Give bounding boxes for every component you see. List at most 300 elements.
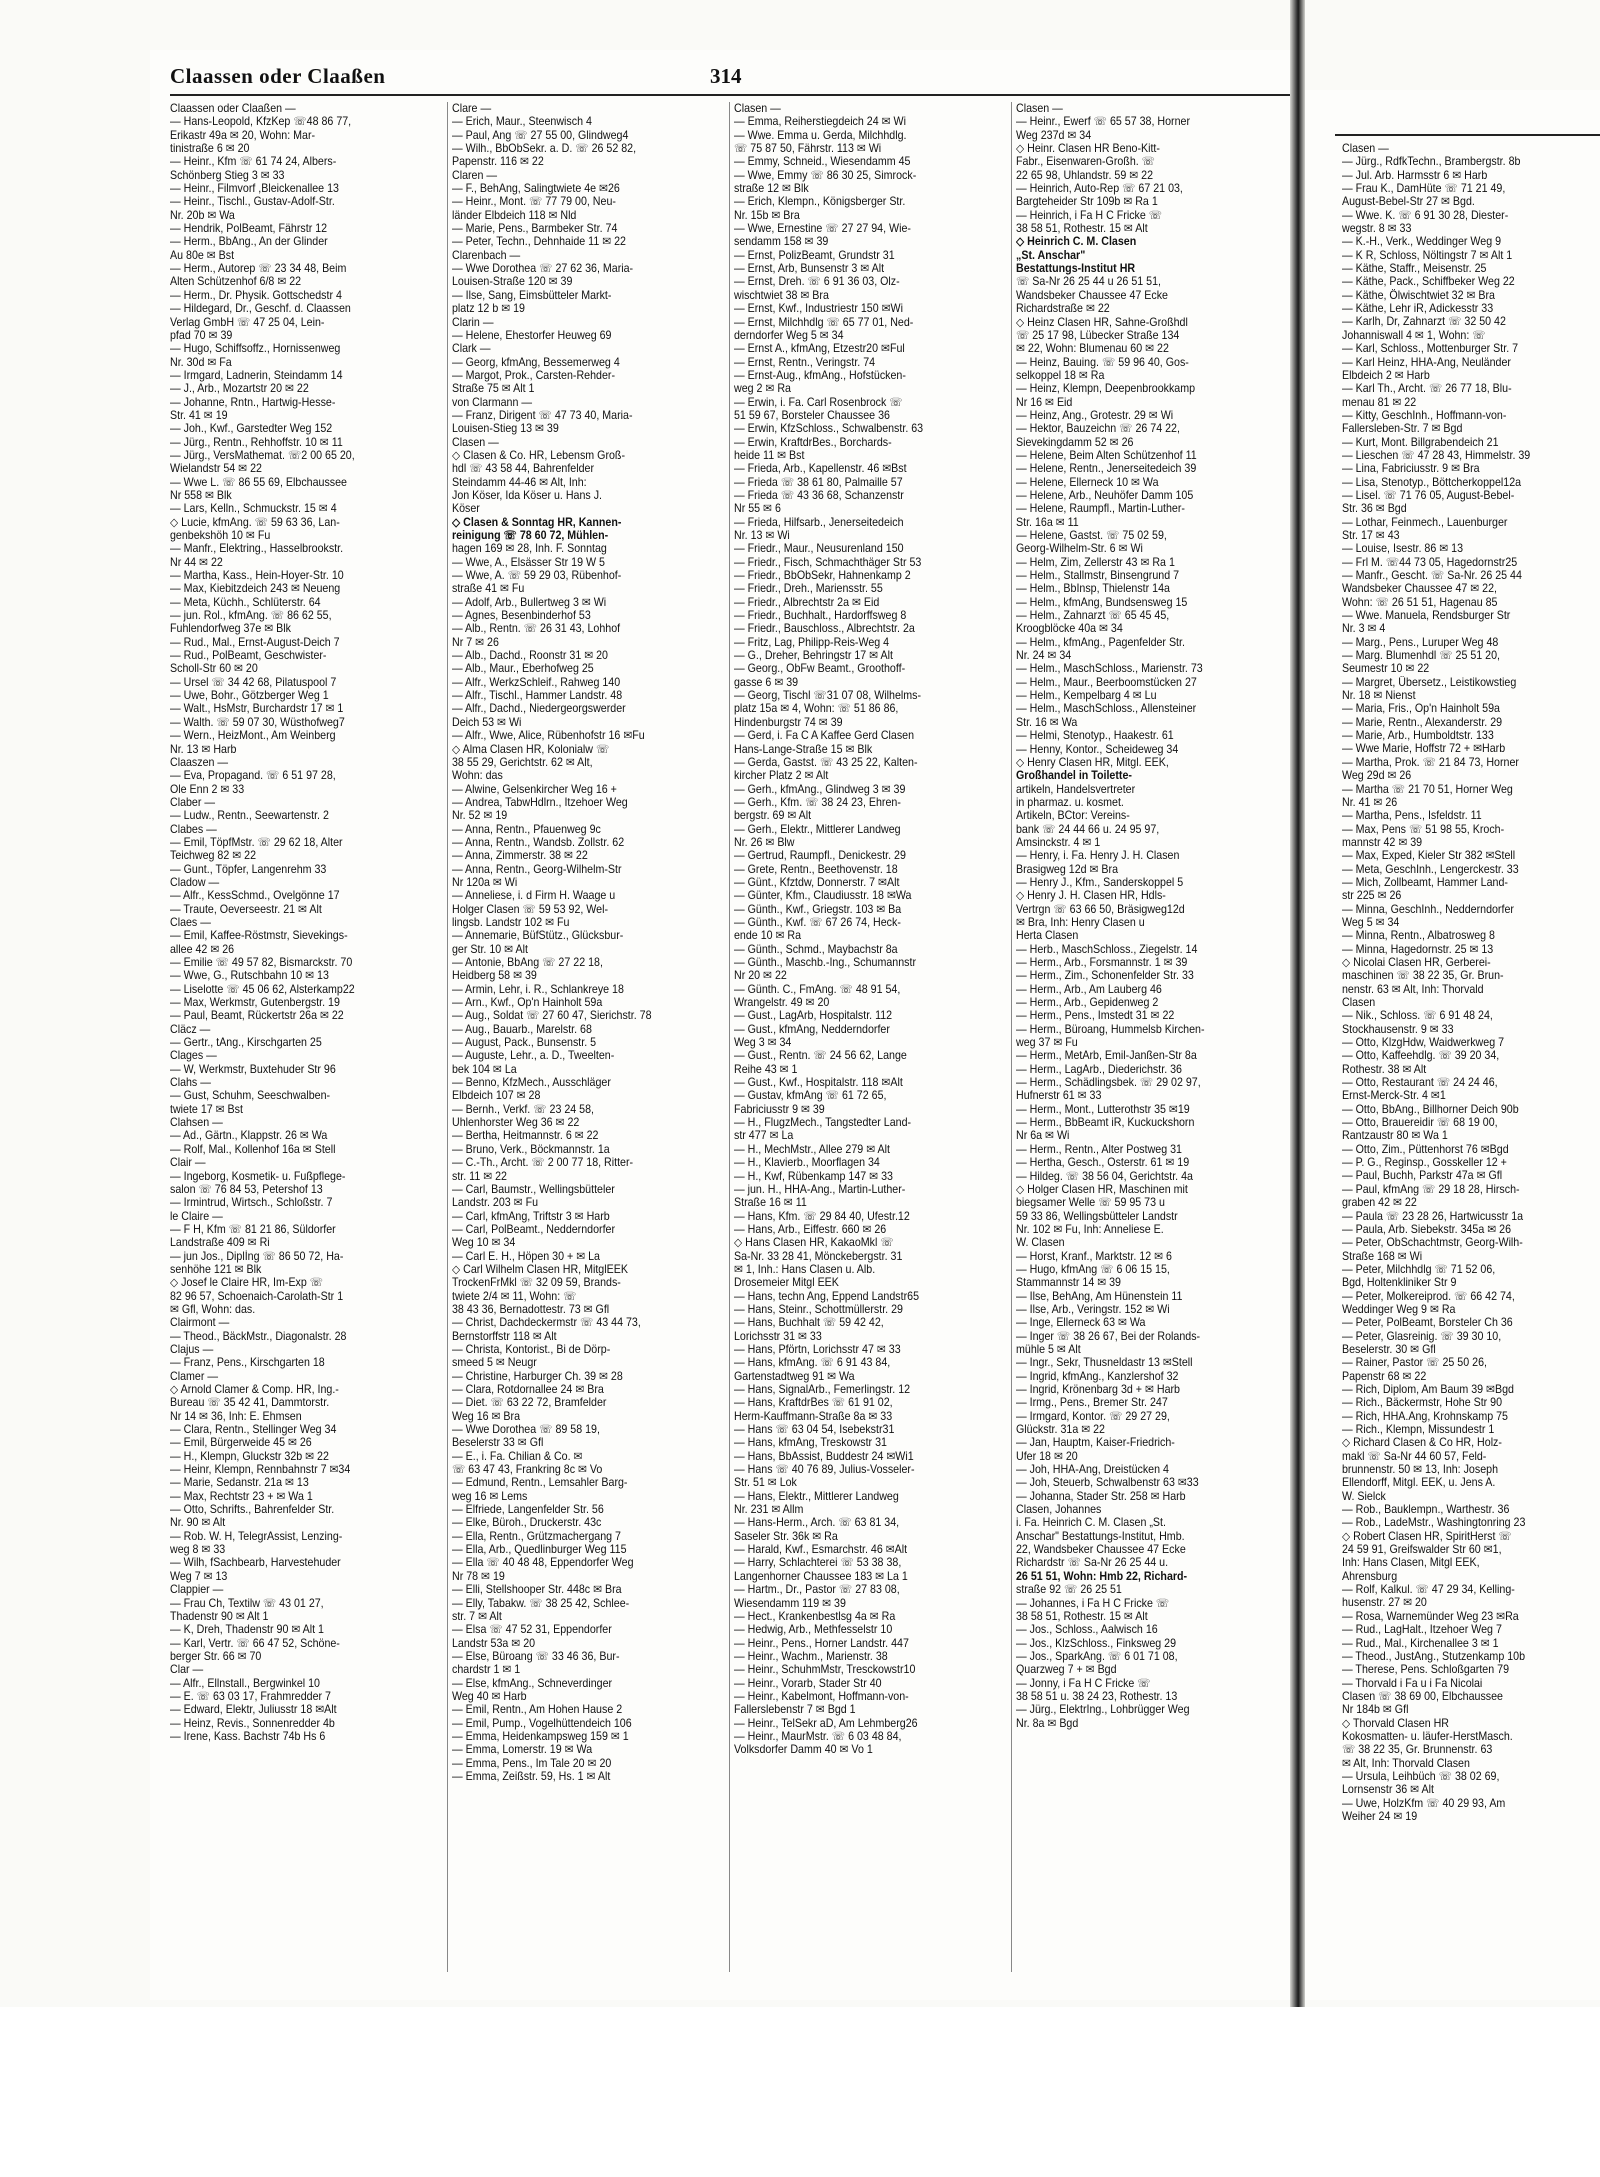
directory-entry-line: — Anneliese, i. d Firm H. Waage u [452,889,616,903]
directory-entry-line: — Arn., Kwf., Op'n Hainholt 59a [452,996,603,1010]
directory-entry-line: — Helene, Beim Alten Schützenhof 11 [1016,448,1197,462]
directory-entry-line: Ole Enn 2 ✉ 33 [170,782,245,796]
directory-entry-line: — Gustav, kfmAng ☏ 61 72 65, [734,1089,887,1103]
directory-entry-line: Landstr. 203 ✉ Fu [452,1196,539,1210]
directory-entry-line: — Heinr., Filmvorf ,Bleickenallee 13 [170,182,339,196]
directory-entry-line: kircher Platz 2 ✉ Alt [734,769,829,783]
directory-entry-line: — Henny, Kontor., Scheideweg 34 [1016,742,1179,756]
directory-entry-line: — Mich, Zollbeamt, Hammer Land- [1342,875,1508,889]
directory-entry-line: Nr 44 ✉ 22 [170,555,223,569]
directory-entry-line: — Günth., Kwf., Griegstr. 103 ✉ Ba [734,902,902,916]
directory-column-4 [1016,102,1290,1972]
directory-entry-line: Str. 16 ✉ Wa [1016,715,1078,729]
directory-entry-line: ◇ Lucie, kfmAng. ☏ 59 63 36, Lan- [170,515,340,529]
directory-entry-line: twiete 17 ✉ Bst [170,1102,243,1116]
directory-entry-line: Clasen [1342,996,1376,1009]
directory-entry-line: — Hans, Steinr., Schottmüllerstr. 29 [734,1302,903,1316]
directory-entry-line: — Rob., Bauklempn., Warthestr. 36 [1342,1503,1510,1517]
directory-entry-line: — Friedr., Bauschloss., Albrechtstr. 2a [734,622,915,636]
directory-entry-line: — Helm., kfmAng, Bundsensweg 15 [1016,595,1188,609]
directory-entry-line: — Jos., KlzSchloss., Finksweg 29 [1016,1636,1177,1650]
directory-entry-line: Nr. 3 ✉ 4 [1342,622,1386,636]
directory-entry-line: — Inger ☏ 38 26 67, Bei der Rolands- [1016,1329,1201,1343]
right-directory-page [1305,90,1600,2000]
directory-entry-line: — Joh, Steuerb, Schwalbenstr 63 ✉33 [1016,1476,1199,1490]
directory-entry-line: — K R, Schloss, Nöltingstr 7 ✉ Alt 1 [1342,248,1513,262]
directory-entry-line: Wandsbeker Chaussee 47 Ecke [1016,288,1168,302]
directory-entry-line: — Rich., Klempn, Missundestr 1 [1342,1423,1495,1436]
directory-entry-line: Claaszen — [170,755,229,769]
directory-entry-line: Richardstr ☏ Sa-Nr 26 25 44 u. [1016,1556,1169,1570]
directory-entry-line: — jun. Rol., kfmAng. ☏ 86 62 55, [170,609,332,623]
directory-entry-line: — Irmg., Pens., Bremer Str. 247 [1016,1396,1168,1410]
directory-entry-line: weg 8 ✉ 33 [170,1543,226,1557]
directory-entry-line: — Emil, Bürgerweide 45 ✉ 26 [170,1436,312,1450]
directory-entry-line: Herta Clasen [1016,929,1079,943]
directory-entry-line: — Georg., ObFw Beamt., Groothoff- [734,662,906,676]
directory-entry-line: Bestattungs-Institut HR [1016,262,1136,276]
directory-entry-line: — Erich, Klempn., Königsberger Str. [734,195,906,209]
directory-entry-line: — Johanna, Stader Str. 258 ✉ Harb [1016,1489,1186,1503]
directory-entry-line: — Rich, Diplom, Am Baum 39 ✉Bgd [1342,1382,1514,1396]
directory-entry-line: Nr 7 ✉ 26 [452,635,499,649]
directory-entry-line: — Hans, SignalArb., Femerlingstr. 12 [734,1383,911,1396]
directory-entry-line: senhöhe 121 ✉ Blk [170,1262,262,1276]
directory-entry-line: Steindamm 44-46 ✉ Alt, Inh: [452,475,587,489]
directory-entry-line: Weg 29d ✉ 26 [1342,769,1412,783]
directory-entry-line: — Martha ☏ 21 70 51, Horner Weg [1342,782,1513,796]
page-title: Claassen oder Claaßen [170,64,386,88]
directory-entry-line: — Hildegard, Dr., Geschf. d. Claassen [170,302,351,316]
directory-entry-line: — Ingr., Sekr, Thusneldastr 13 ✉Stell [1016,1356,1193,1370]
directory-entry-line: Nr. 102 ✉ Fu, Inh: Anneliese E. [1016,1222,1164,1236]
directory-entry-line: — Rich, HHA.Ang, Krohnskamp 75 [1342,1409,1509,1423]
column-divider [729,102,730,1972]
directory-entry-line: — Hans, Arb., Eiffestr. 660 ✉ 26 [734,1222,887,1236]
header-rule [170,94,1290,96]
directory-entry-line: — Margot, Prok., Carsten-Rehder- [452,368,616,382]
directory-entry-line: biegsamer Welle ☏ 59 95 73 u [1016,1196,1165,1210]
directory-entry-line: Herm-Kauffmann-Straße 8a ✉ 33 [734,1409,893,1423]
directory-entry-line: — Thorvald i Fa u i Fa Nicolai [1342,1676,1483,1690]
directory-entry-line: — Marie, Pens., Barmbeker Str. 74 [452,222,618,236]
directory-entry-line: — Käthe, Lehr iR, Adickesstr 33 [1342,302,1494,316]
directory-entry-line: — Minna, GeschInh., Nedderndorfer [1342,902,1514,916]
directory-entry-line: — H., FlugzMech., Tangstedter Land- [734,1116,912,1130]
directory-entry-line: Wandsbeker Chaussee 47 ✉ 22, [1342,582,1498,596]
directory-entry-line: — Otto, Brauereidir ☏ 68 19 00, [1342,1116,1498,1130]
directory-entry-line: Clair — [170,1156,206,1170]
directory-entry-line: str. 7 ✉ Alt [452,1609,502,1623]
directory-entry-line: — Käthe, Staffr., Meisenstr. 25 [1342,262,1487,276]
directory-entry-line: — Ella, Rentn., Grützmachergang 7 [452,1529,621,1543]
directory-entry-line: — Wern., HeizMont., Am Weinberg [170,729,336,743]
directory-entry-line: — Marie, Sedanstr. 21a ✉ 13 [170,1476,309,1490]
directory-entry-line: — Hans, Pförtn, Lorichsstr 47 ✉ 33 [734,1342,901,1356]
directory-entry-line: August-Bebel-Str 27 ✉ Bgd. [1342,195,1475,209]
directory-entry-line: — Paul, Ang ☏ 27 55 00, Glindweg4 [452,128,629,142]
directory-entry-line: Clasen ☏ 38 69 00, Elbchaussee [1342,1689,1503,1703]
directory-entry-line: Bureau ☏ 35 42 41, Dammtorstr. [170,1396,330,1410]
directory-entry-line: artikeln, Handelsvertreter [1016,782,1136,796]
directory-entry-line: — Max, Exped, Kieler Str 382 ✉Stell [1342,849,1516,863]
directory-entry-line: Str. 51 ✉ Lok [734,1476,797,1490]
directory-entry-line: — Peter, Molkereiprod. ☏ 66 42 74, [1342,1289,1515,1303]
directory-entry-line: ger Str. 10 ✉ Alt [452,942,528,956]
directory-entry-line: — Gust., LagArb, Hospitalstr. 112 [734,1009,893,1023]
directory-entry-line: — Hans, kfmAng, Treskowstr 31 [734,1436,887,1450]
directory-entry-line: — Antonie, BbAng ☏ 27 22 18, [452,956,603,969]
directory-entry-line: smeed 5 ✉ Neugr [452,1356,537,1370]
directory-entry-line: — Ursel ☏ 34 42 68, Pilatuspool 7 [170,675,337,689]
directory-entry-line: — Hendrik, PolBeamt, Fährstr 12 [170,222,328,236]
directory-entry-line: — Ella ☏ 40 48 48, Eppendorfer Weg [452,1556,634,1570]
directory-entry-line: — Heinr., Kabelmont, Hoffmann-von- [734,1689,909,1703]
directory-entry-line: — Ilse, BehAng, Am Hünenstein 11 [1016,1289,1183,1303]
directory-entry-line: Nr. 13 ✉ Wi [734,529,790,542]
directory-entry-line: — Max, Rechtstr 23 + ✉ Wa 1 [170,1489,313,1503]
directory-entry-line: — Alfr., Tischl., Hammer Landstr. 48 [452,689,623,703]
directory-entry-line: 38 55 29, Gerichtstr. 62 ✉ Alt, [452,755,593,769]
directory-entry-line: — Liselotte ☏ 45 06 62, Alsterkamp22 [170,982,355,996]
directory-entry-line: str 225 ✉ 26 [1342,889,1402,903]
left-directory-page [150,50,1290,2000]
directory-entry-line: — Friedr., Fisch, Schmachthäger Str 53 [734,555,922,569]
directory-entry-line: — Gust, Schuhm, Seeschwalben- [170,1089,331,1103]
directory-entry-line: Johanniswall 4 ✉ 1, Wohn: ☏ [1342,328,1486,342]
directory-entry-line: — Hans, Buchhalt ☏ 59 42 42, [734,1316,884,1330]
directory-entry-line: — Ernst, Dreh. ☏ 6 91 36 03, Olz- [734,275,900,289]
directory-entry-line: — Käthe, Ölwischtwiet 32 ✉ Bra [1342,288,1495,302]
directory-entry-line: — Alfr., WerkzSchleif., Rahweg 140 [452,675,621,689]
directory-entry-line: Beselerstr. 30 ✉ Gfl [1342,1342,1436,1356]
directory-entry-line: Saseler Str. 36k ✉ Ra [734,1529,838,1543]
directory-entry-line: — Emma, Pens., Im Tale 20 ✉ 20 [452,1756,612,1770]
directory-entry-line: — Helene, Arb., Neuhöfer Damm 105 [1016,488,1194,502]
directory-entry-line: W. Clasen [1016,1236,1065,1250]
directory-entry-line: Wohn: ☏ 26 51 51, Hagenau 85 [1342,595,1498,609]
directory-entry-line: Louisen-Stieg 13 ✉ 39 [452,422,559,436]
directory-entry-line: — Anna, Rentn., Georg-Wilhelm-Str [452,862,622,876]
directory-entry-line: — Rud., PolBeamt, Geschwister- [170,649,327,663]
directory-entry-line: — Gerh., Kfm. ☏ 38 24 23, Ehren- [734,795,901,809]
directory-entry-line: — Jul. Arb. Harmsstr 6 ✉ Harb [1342,168,1488,182]
directory-entry-line: Gartenstadtweg 91 ✉ Wa [734,1369,855,1383]
directory-entry-line: — K, Dreh, Thadenstr 90 ✉ Alt 1 [170,1623,324,1637]
directory-entry-line: — Alb., Dachd., Roonstr 31 ✉ 20 [452,649,608,663]
directory-entry-line: — Adolf, Arb., Bullertweg 3 ✉ Wi [452,595,607,609]
directory-entry-line: wegstr. 8 ✉ 33 [1342,222,1412,236]
directory-entry-line: — Wilh, fSachbearb, Harvestehuder [170,1556,341,1570]
directory-entry-line: — Hildeg. ☏ 38 56 04, Gerichtstr. 4a [1016,1169,1193,1183]
directory-entry-line: — Frau Ch, Textilw ☏ 43 01 27, [170,1596,324,1610]
directory-entry-line: Nr. 26 ✉ Blw [734,835,795,849]
directory-entry-line: weg 16 ✉ Lems [452,1489,528,1503]
directory-entry-line: Weg 7 ✉ 13 [170,1569,228,1583]
directory-entry-line: — Herm., Pens., Imstedt 31 ✉ 22 [1016,1009,1175,1023]
directory-entry-line: — Heinrich, Auto-Rep ☏ 67 21 03, [1016,182,1183,196]
directory-entry-line: Nr 14 ✉ 36, Inh: E. Ehmsen [170,1409,302,1423]
directory-entry-line: Weg 5 ✉ 34 [1342,915,1400,929]
directory-entry-line: ☏ 75 87 50, Fährstr. 113 ✉ Wi [734,142,882,156]
directory-entry-line: — Herm., Arb., Am Lauberg 46 [1016,982,1162,996]
directory-entry-line: Volksdorfer Damm 40 ✉ Vo 1 [734,1743,873,1757]
directory-entry-line: — Gunt., Töpfer, Langenrehm 33 [170,862,327,876]
directory-entry-line: — Heinr., Mont. ☏ 77 79 00, Neu- [452,195,616,209]
directory-entry-line: — Auguste, Lehr., a. D., Tweelten- [452,1049,615,1063]
directory-entry-line: Weiher 24 ✉ 19 [1342,1809,1418,1823]
directory-entry-line: ◇ Henry Clasen HR, Mitgl. EEK, [1016,755,1169,769]
directory-entry-line: — Hertha, Gesch., Osterstr. 61 ✉ 19 [1016,1156,1190,1170]
directory-entry-line: — Bernh., Verkf. ☏ 23 24 58, [452,1102,595,1116]
directory-entry-line: — Hect., Krankenbestlsg 4a ✉ Ra [734,1609,896,1623]
directory-entry-line: straße 12 ✉ Blk [734,182,809,196]
directory-entry-line: Weg 3 ✉ 34 [734,1036,792,1050]
directory-entry-line: Claes — [170,915,211,929]
directory-entry-line: W. Sielck [1342,1489,1386,1503]
directory-entry-line: — J., Arb., Mozartstr 20 ✉ 22 [170,382,309,396]
directory-entry-line: — Rich., Bäckermstr, Hohe Str 90 [1342,1396,1503,1410]
directory-entry-line: makl ☏ Sa-Nr 44 60 57, Feld- [1342,1449,1487,1463]
directory-entry-line: — Herm., LagArb., Diederichstr. 36 [1016,1062,1182,1076]
directory-entry-line: — F H, Kfm ☏ 81 21 86, Süldorfer [170,1222,336,1236]
directory-entry-line: Papenstr. 116 ✉ 22 [452,155,544,169]
directory-entry-line: 26 51 51, Wohn: Hmb 22, Richard- [1016,1569,1188,1583]
directory-entry-line: hagen 169 ✉ 28, Inh. F. Sonntag [452,542,607,556]
directory-entry-line: — Ernst A., kfmAng, Etzestr20 ✉Ful [734,342,905,356]
directory-entry-line: Str. 17 ✉ 43 [1342,528,1400,542]
directory-entry-line: — Alb., Maur., Eberhofweg 25 [452,662,594,676]
directory-entry-line: Nr. 90 ✉ Alt [170,1516,226,1530]
directory-entry-line: berger Str. 66 ✉ 70 [170,1649,262,1663]
directory-entry-line: — Minna, Hagedornstr. 25 ✉ 13 [1342,942,1494,956]
directory-entry-line: — W, Werkmstr, Buxtehuder Str 96 [170,1062,336,1076]
directory-entry-line: — Hans ☏ 63 04 54, Isebekstr31 [734,1423,895,1437]
directory-entry-line: tinistraße 6 ✉ 20 [170,142,250,156]
directory-entry-line: Langenhorner Chaussee 183 ✉ La 1 [734,1569,908,1583]
directory-entry-line: Stockhausenstr. 9 ✉ 33 [1342,1022,1454,1036]
directory-entry-line: nenstr. 63 ✉ Alt, Inh: Thorvald [1342,982,1484,996]
directory-entry-line: — Herm., Rentn., Alter Postweg 31 [1016,1142,1182,1156]
directory-entry-line: — E. ☏ 63 03 17, Frahmredder 7 [170,1689,331,1703]
directory-entry-line: — Jürg., RdfkTechn., Brambergstr. 8b [1342,155,1521,169]
directory-entry-line: Bernstorffstr 118 ✉ Alt [452,1329,557,1343]
directory-entry-line: — Friedr., Dreh., Mariensstr. 55 [734,582,883,596]
directory-entry-line: — G., Dreher, Behringstr 17 ✉ Alt [734,649,893,663]
directory-entry-line: — Heinr., SchuhmMstr, Tresckowstr10 [734,1663,916,1677]
directory-entry-line: — Harry, Schlachterei ☏ 53 38 38, [734,1556,902,1570]
directory-entry-line: — Henry, i. Fa. Henry J. H. Clasen [1016,849,1180,863]
directory-entry-line: 38 58 51, Rothestr. 15 ✉ Alt [1016,1609,1148,1623]
directory-entry-line: — Hartm., Dr., Pastor ☏ 27 83 08, [734,1583,900,1597]
directory-entry-line: — Therese, Pens. Schloßgarten 79 [1342,1663,1510,1677]
directory-entry-line: Artikeln, BCtor: Vereins- [1016,809,1130,823]
directory-entry-line: — Heinr., Wachm., Marienstr. 38 [734,1649,888,1663]
directory-entry-line: 38 43 36, Bernadottestr. 73 ✉ Gfl [452,1302,610,1316]
directory-entry-line: mannstr 42 ✉ 39 [1342,835,1423,849]
directory-columns [170,102,1290,1972]
directory-entry-line: Straße 168 ✉ Wi [1342,1249,1423,1263]
directory-entry-line: — Ingeborg, Kosmetik- u. Fußpflege- [170,1169,346,1183]
directory-entry-line: — Herm., Autorep ☏ 23 34 48, Beim [170,262,347,276]
directory-entry-line: — Minna, Rentn., Albatrosweg 8 [1342,929,1495,943]
directory-entry-line: 38 58 51, Rothestr. 15 ✉ Alt [1016,222,1148,236]
directory-entry-line: Sa-Nr. 33 28 41, Mönckebergstr. 31 [734,1249,903,1263]
directory-entry-line: Lorichsstr 31 ✉ 33 [734,1329,822,1343]
directory-entry-line: Seumestr 10 ✉ 22 [1342,662,1430,676]
directory-entry-line: Claassen oder Claaßen — [170,102,296,115]
directory-entry-line: — Hans, techn Ang, Eppend Landstr65 [734,1289,920,1303]
directory-entry-line: Clages — [170,1049,217,1063]
directory-entry-line: — Günth. C., FmAng. ☏ 48 91 54, [734,982,901,996]
directory-entry-line: — Lothar, Feinmech., Lauenburger [1342,515,1508,529]
directory-entry-line: Fallersleben-Str. 7 ✉ Bgd [1342,422,1463,436]
directory-entry-line: menau 81 ✉ 22 [1342,395,1417,409]
directory-entry-line: 22, Wandsbeker Chaussee 47 Ecke [1016,1543,1186,1557]
directory-entry-line: — Günth., Kwf. ☏ 67 26 74, Heck- [734,915,901,929]
directory-entry-line: — Emil, Kaffee-Röstmstr, Sievekings- [170,929,348,943]
directory-entry-line: — Herm., Zim., Schonenfelder Str. 33 [1016,969,1194,983]
directory-entry-line: — Lars, Kelln., Schmuckstr. 15 ✉ 4 [170,502,337,516]
directory-entry-line: — Emma, Lomerstr. 19 ✉ Wa [452,1743,593,1757]
directory-entry-line: von Clarmann — [452,395,533,409]
directory-entry-line: — Hedwig, Arb., Methfesselstr 10 [734,1623,893,1637]
directory-entry-line: — P. G., Reginsp., Gosskeller 12 + [1342,1156,1507,1170]
directory-entry-line: Teichweg 82 ✉ 22 [170,849,257,863]
directory-entry-line: — Wilh., BbObSekr. a. D. ☏ 26 52 82, [452,142,637,156]
directory-entry-line: — Traute, Oeverseestr. 21 ✉ Alt [170,902,322,916]
directory-entry-line: — Hans ☏ 40 76 89, Julius-Vosseler- [734,1463,915,1477]
directory-entry-line: — Helm., Kempelbarg 4 ✉ Lu [1016,689,1157,703]
directory-entry-line: Beselerstr 33 ✉ Gfl [452,1436,544,1450]
directory-entry-line: — Helene, Gastst. ☏ 75 02 59, [1016,529,1167,542]
directory-entry-line: Sievekingdamm 52 ✉ 26 [1016,435,1134,449]
directory-entry-line: — Gust., Kwf., Hospitalstr. 118 ✉Alt [734,1076,903,1090]
directory-entry-line: — Martha, Prok. ☏ 21 84 73, Horner [1342,755,1519,769]
directory-entry-line: weg 2 ✉ Ra [734,382,791,396]
directory-entry-line: Nr 558 ✉ Blk [170,488,232,502]
directory-entry-line: — Erwin, i. Fa. Carl Rosenbrock ☏ [734,395,903,409]
directory-entry-line: allee 42 ✉ 26 [170,942,235,956]
directory-entry-line: — Helene, Raumpfl., Martin-Luther- [1016,502,1185,516]
directory-entry-line: — Georg, kfmAng, Bessemerweg 4 [452,355,620,369]
directory-entry-line: — Heinr., Vorarb, Stader Str 40 [734,1676,882,1690]
directory-entry-line: — Wwe L. ☏ 86 55 69, Elbchaussee [170,475,347,489]
directory-entry-line: — Ernst, Arb, Bunsenstr 3 ✉ Alt [734,262,885,276]
directory-entry-line: — Eva, Propagand. ☏ 6 51 97 28, [170,769,336,783]
directory-entry-line: ◇ Clasen & Sonntag HR, Kannen- [452,515,622,529]
directory-entry-line: — F., BehAng, Salingtwiete 4e ✉26 [452,182,620,196]
directory-entry-line: — Ingrid, Krönenbarg 3d + ✉ Harb [1016,1383,1180,1396]
directory-entry-line: — C.-Th., Archt. ☏ 2 00 77 18, Ritter- [452,1156,634,1170]
directory-entry-line: — jun Jos., Diplİng ☏ 86 50 72, Ha- [170,1249,344,1263]
directory-entry-line: Str. 16a ✉ 11 [1016,515,1079,529]
directory-entry-line: — Frieda ☏ 43 36 68, Schanzenstr [734,488,904,502]
directory-entry-line: — Carl, Baumstr., Wellingsbütteler [452,1182,615,1196]
directory-entry-line: in pharmaz. u. kosmet. [1016,795,1124,809]
directory-entry-line: — Frieda, Hilfsarb., Jenerseitedeich [734,515,904,529]
directory-entry-line: — Karl Heinz, HHA-Ang, Neuländer [1342,355,1511,369]
directory-entry-line: Nr. 52 ✉ 19 [452,809,508,823]
directory-entry-line: — Wwe. K. ☏ 6 91 30 28, Diester- [1342,208,1509,222]
directory-entry-line: Nr. 30d ✉ Fa [170,355,232,369]
directory-entry-line: — Elke, Büroh., Druckerstr. 43c [452,1516,602,1530]
directory-entry-line: — Lisa, Stenotyp., Böttcherkoppel12a [1342,475,1522,489]
directory-entry-line: Landstraße 409 ✉ Ri [170,1236,270,1250]
directory-entry-line: — Paula, Arb. Siebekstr. 345a ✉ 26 [1342,1222,1512,1236]
directory-entry-line: — Rob. W. H, TelegrAssist, Lenzing- [170,1529,343,1543]
directory-entry-line: — Meta, Küchh., Schlüterstr. 64 [170,595,321,609]
directory-entry-line: Weg 40 ✉ Harb [452,1689,527,1703]
directory-entry-line: — Heinr., Kfm ☏ 61 74 24, Albers- [170,155,337,169]
directory-entry-line: — Edward, Elektr, Juliusstr 18 ✉Alt [170,1703,337,1717]
directory-entry-line: — Otto, BbAng., Billhorner Deich 90b [1342,1102,1519,1116]
directory-entry-line: — Helm., MaschSchloss., Allensteiner [1016,702,1197,716]
directory-entry-line: ◇ Nicolai Clasen HR, Gerberei- [1342,955,1491,969]
directory-entry-line: — Helm., Maur., Beerboomstücken 27 [1016,675,1197,689]
directory-entry-line: — Ursula, Leihbüch ☏ 38 02 69, [1342,1769,1500,1783]
directory-entry-line: — Hugo, kfmAng ☏ 6 06 15 15, [1016,1262,1170,1276]
directory-entry-line: — Ella, Arb., Quedlinburger Weg 115 [452,1543,627,1557]
directory-entry-line: — Kitty, GeschInh., Hoffmann-von- [1342,408,1507,422]
directory-entry-line: Fuhlendorfweg 37e ✉ Blk [170,622,292,636]
directory-entry-line: — Hugo, Schiffsoffz., Hornissenweg [170,342,341,356]
directory-entry-line: 59 33 86, Wellingsbütteler Landstr [1016,1209,1178,1223]
directory-entry-line: — Lina, Fabriciusstr. 9 ✉ Bra [1342,462,1480,476]
directory-entry-line: Straße 16 ✉ 11 [734,1196,807,1210]
directory-entry-line: — Emil, Pump., Vogelhüttendeich 106 [452,1716,632,1730]
directory-entry-line: — H., Kwf, Rübenkamp 147 ✉ 33 [734,1169,893,1183]
directory-entry-line: — Gerda, Gastst. ☏ 43 25 22, Kalten- [734,755,918,769]
directory-entry-line: — Else, kfmAng., Schneverdinger [452,1676,613,1690]
directory-entry-line: Clamer — [170,1369,219,1383]
directory-entry-line: — Henry J., Kfm., Sanderskoppel 5 [1016,875,1184,889]
directory-entry-line: Deich 53 ✉ Wi [452,715,522,729]
directory-entry-line: — Alb., Rentn. ☏ 26 31 43, Lohhof [452,622,621,636]
directory-entry-line: brunnenstr. 50 ✉ 13, Inh: Joseph [1342,1463,1499,1477]
directory-entry-line: — Marg. Blumenhdl ☏ 25 51 20, [1342,649,1501,663]
directory-entry-line: — Gust., Rentn. ☏ 24 56 62, Lange [734,1049,907,1063]
directory-entry-line: — Edmund, Rentn., Lemsahler Barg- [452,1476,628,1490]
directory-entry-line: — Manfr., Elektring., Hasselbrookstr. [170,542,344,556]
directory-entry-line: — Helmi, Stenotyp., Haakestr. 61 [1016,729,1174,743]
directory-entry-line: — Frl M. ☏44 73 05, Hagedornstr25 [1342,555,1518,569]
column-divider [1011,102,1012,1972]
directory-entry-line: Nr. 13 ✉ Harb [170,742,237,756]
directory-entry-line: — Annemarie, BüfStütz., Glücksbur- [452,929,624,943]
directory-entry-line: — H., MechMstr., Allee 279 ✉ Alt [734,1142,890,1156]
directory-entry-line: „St. Anschar" [1016,248,1086,262]
directory-entry-line: Vertrgn ☏ 63 66 50, Bräsigweg12d [1016,902,1185,916]
directory-entry-line: — Erich, Maur., Steenwisch 4 [452,115,592,129]
directory-entry-line: Clar — [170,1663,204,1677]
directory-column-5 [1342,142,1600,2000]
directory-entry-line: heide 11 ✉ Bst [734,448,805,462]
directory-entry-line: — Helm., kfmAng., Pagenfelder Str. [1016,635,1185,649]
directory-entry-line: Rantzaustr 80 ✉ Wa 1 [1342,1129,1448,1143]
directory-entry-line: Louisen-Straße 120 ✉ 39 [452,275,573,289]
directory-entry-line: — Gust., kfmAng, Nedderndorfer [734,1022,890,1036]
directory-entry-line: maschinen ☏ 38 22 35, Gr. Brun- [1342,969,1504,983]
directory-entry-line: — Herm., Arb., Forsmannstr. 1 ✉ 39 [1016,956,1188,969]
directory-entry-line: — Wwe Dorothea ☏ 27 62 36, Maria- [452,262,634,276]
directory-entry-line: — Alfr., KessSchmd., Ovelgönne 17 [170,889,340,903]
directory-entry-line: — Rud., Mal., Ernst-August-Deich 7 [170,635,340,649]
directory-entry-line: — K.-H., Verk., Weddinger Weg 9 [1342,235,1502,249]
directory-entry-line: TrockenFrMkl ☏ 32 09 59, Brands- [452,1276,621,1290]
directory-entry-line: ◇ Carl Wilhelm Clasen HR, MitglEEK [452,1262,628,1276]
directory-entry-line: — Carl E. H., Höpen 30 + ✉ La [452,1249,600,1263]
